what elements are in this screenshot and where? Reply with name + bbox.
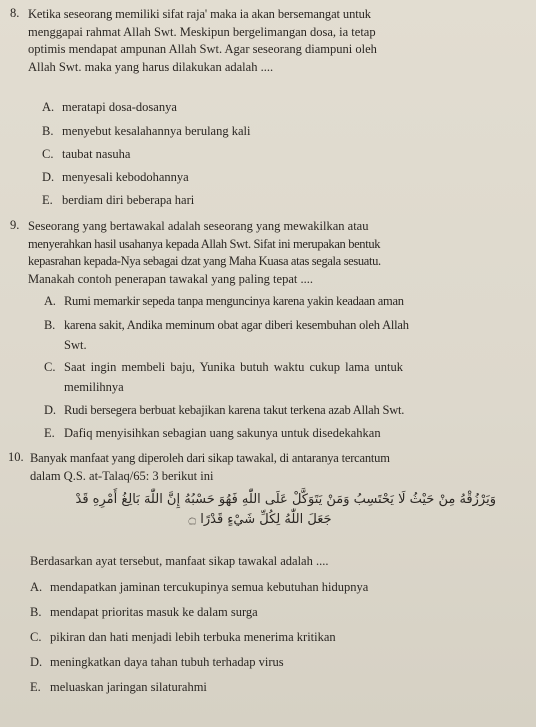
stem-line: Allah Swt. maka yang harus dilakukan adalah .... xyxy=(28,59,274,74)
stem-line: kepasrahan kepada-Nya sebagai dzat yang Maha Kuasa atas segala sesuatu. xyxy=(28,254,381,268)
answer-option[interactable]: D. Rudi bersegera berbuat kebajikan karena takut terkena azab Allah Swt. xyxy=(44,403,405,417)
stem-line: Seseorang yang bertawakal adalah seseorang yang mewakilkan atau xyxy=(28,219,369,233)
answer-option[interactable]: B. karena sakit, Andika meminum obat agar diberi kesembuhan oleh Allah xyxy=(44,318,409,332)
answer-option[interactable]: E. berdiam diri beberapa hari xyxy=(42,193,195,207)
answer-option[interactable]: E. meluaskan jaringan silaturahmi xyxy=(30,680,207,694)
answer-option[interactable]: D. menyesali kebodohannya xyxy=(42,170,189,184)
answer-option[interactable]: C. Saat ingin membeli baju, Yunika butuh waktu cukup lama untuk xyxy=(44,360,404,374)
answer-option[interactable]: C. pikiran dan hati menjadi lebih terbuka menerima kritikan xyxy=(30,630,336,644)
answer-option[interactable]: A. mendapatkan jaminan tercukupinya semua kebutuhan hidupnya xyxy=(30,580,369,594)
answer-option[interactable]: B. mendapat prioritas masuk ke dalam surga xyxy=(30,605,258,619)
answer-option-continuation: memilihnya xyxy=(64,380,124,394)
stem-line: optimis mendapat ampunan Allah Swt. Agar seseorang diampuni oleh xyxy=(28,42,377,56)
answer-option[interactable]: A. Rumi memarkir sepeda tanpa menguncinya karena yakin keadaan aman xyxy=(44,294,404,308)
question-stem xyxy=(28,6,518,76)
answer-option[interactable]: E. Dafiq menyisihkan sebagian uang sakunya untuk disedekahkan xyxy=(44,426,381,440)
stem-line: menggapai rahmat Allah Swt. Meskipun bergelimangan dosa, ia tetap xyxy=(28,24,376,39)
answer-option[interactable]: C. taubat nasuha xyxy=(42,147,131,161)
question-prompt: Berdasarkan ayat tersebut, manfaat sikap tawakal adalah .... xyxy=(30,554,329,568)
question-number: 9. xyxy=(10,218,20,232)
stem-line: Banyak manfaat yang diperoleh dari sikap tawakal, di antaranya tercantum xyxy=(30,451,390,465)
question-stem xyxy=(30,450,530,485)
stem-line: Ketika seseorang memiliki sifat raja' maka ia akan bersemangat untuk xyxy=(28,7,371,21)
answer-option[interactable]: A. meratapi dosa-dosanya xyxy=(42,100,177,114)
stem-line: dalam Q.S. at-Talaq/65: 3 berikut ini xyxy=(30,468,214,483)
answer-option[interactable]: D. meningkatkan daya tahan tubuh terhadap virus xyxy=(30,655,284,669)
stem-line: Manakah contoh penerapan tawakal yang paling tepat .... xyxy=(28,271,313,286)
question-number: 10. xyxy=(8,450,24,464)
question-stem xyxy=(28,218,528,288)
quran-verse-line: جَعَلَ اللّٰهُ لِكُلِّ شَيْءٍ قَدْرًا ۝ xyxy=(188,512,332,527)
answer-option[interactable]: B. menyebut kesalahannya berulang kali xyxy=(42,124,251,138)
answer-option-continuation: Swt. xyxy=(64,338,87,352)
question-number: 8. xyxy=(10,6,20,20)
quran-verse-line: وَيَرْزُقْهُ مِنْ حَيْثُ لَا يَحْتَسِبُ وَمَنْ يَتَوَكَّلْ عَلَى اللّٰهِ فَهُوَ حَسْبُهُ إِنَّ اللّٰهَ بَالِغُ أَمْرِهِ قَدْ xyxy=(75,492,496,507)
stem-line: menyerahkan hasil usahanya kepada Allah Swt. Sifat ini merupakan bentuk xyxy=(28,236,381,251)
